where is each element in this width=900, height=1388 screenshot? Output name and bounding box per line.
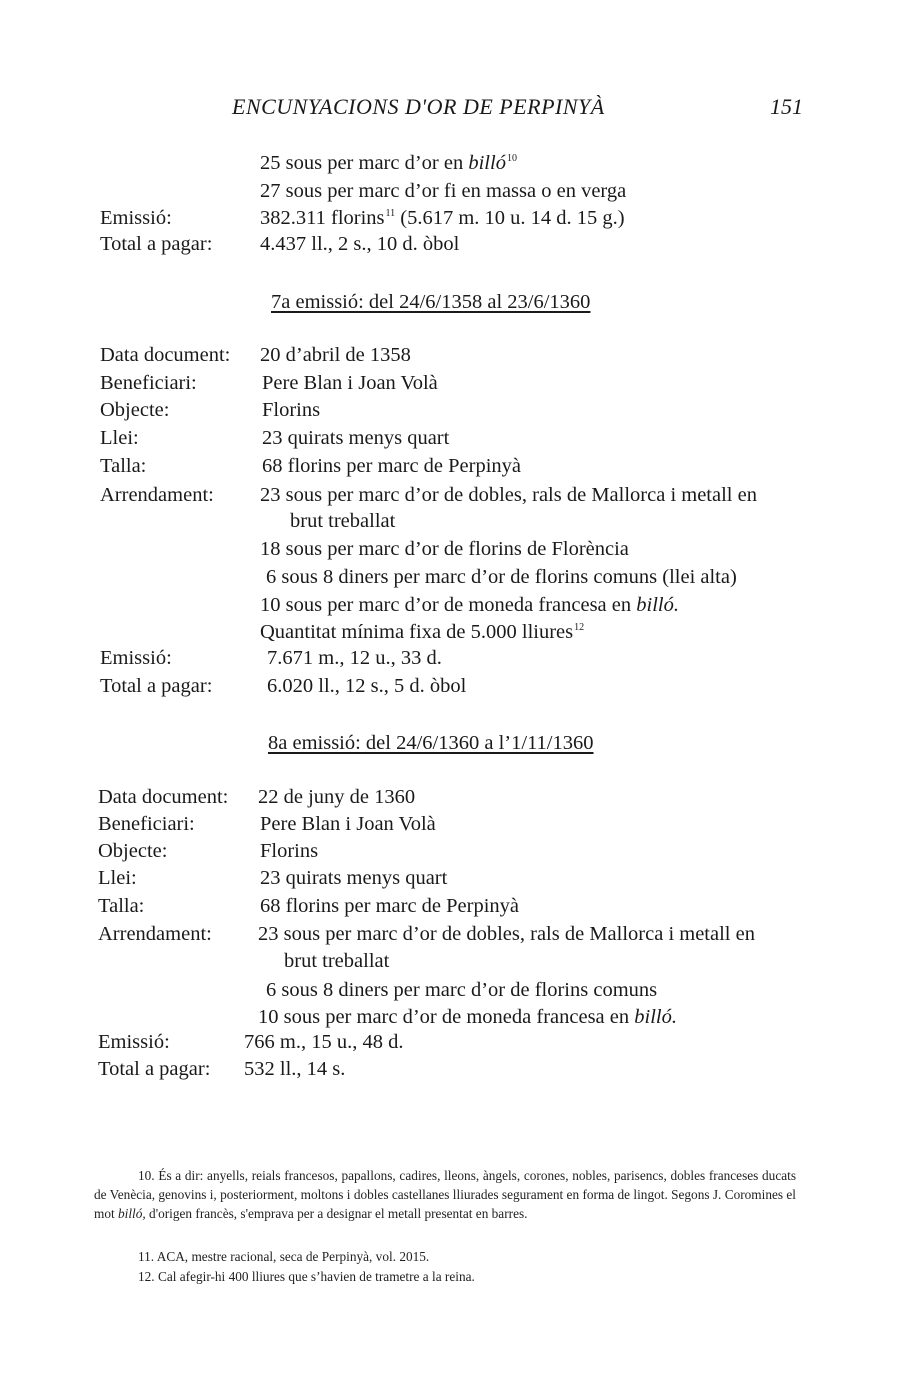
top-line-1: 25 sous per marc d’or en billó$^{10}$	[260, 152, 517, 174]
s8-total-label: Total a pagar:	[98, 1058, 211, 1080]
s7-arr-line-2: brut treballat	[290, 510, 396, 532]
footnote-12: 12. Cal afegir-hi 400 lliures que s’havien de trametre a la reina.	[138, 1269, 475, 1284]
s8-llei-value: 23 quirats menys quart	[260, 867, 448, 889]
s8-talla-label: Talla:	[98, 895, 145, 917]
s8-arrendament-label: Arrendament:	[98, 923, 212, 945]
footnote-ref-11[interactable]: 11	[385, 208, 396, 220]
page-number: 151	[770, 94, 803, 119]
running-header-title: ENCUNYACIONS D'OR DE PERPINYÀ	[232, 94, 605, 119]
s7-total-value: 6.020 ll., 12 s., 5 d. òbol	[267, 675, 467, 697]
s7-arr-line-1: 23 sous per marc d’or de dobles, rals de Mallorca i metall en	[260, 484, 757, 506]
s8-arr-line-3: 6 sous 8 diners per marc d’or de florins comuns	[266, 979, 658, 1001]
s7-talla-label: Talla:	[100, 455, 147, 477]
section-7-heading: 7a emissió: del 24/6/1358 al 23/6/1360	[271, 291, 591, 313]
emissio-value: 382.311 florins$^{11}$ (5.617 m. 10 u. 14 d. 15 g.)	[260, 207, 625, 229]
s7-objecte-label: Objecte:	[100, 399, 170, 421]
s7-objecte-value: Florins	[262, 399, 321, 421]
s7-arr-line-5: 10 sous per marc d’or de moneda francesa en billó.	[260, 594, 679, 616]
s7-total-label: Total a pagar:	[100, 675, 213, 697]
s7-arrendament-label: Arrendament:	[100, 484, 214, 506]
s8-arr-line-4: 10 sous per marc d’or de moneda francesa en billó.	[258, 1006, 677, 1028]
s8-llei-label: Llei:	[98, 867, 137, 889]
s7-talla-value: 68 florins per marc de Perpinyà	[262, 455, 522, 477]
s8-objecte-value: Florins	[260, 840, 319, 862]
top-line-2: 27 sous per marc d’or fi en massa o en verga	[260, 180, 627, 202]
total-value: 4.437 ll., 2 s., 10 d. òbol	[260, 233, 460, 255]
s7-beneficiari-value: Pere Blan i Joan Volà	[262, 372, 438, 394]
s7-arr-line-3: 18 sous per marc d’or de florins de Florència	[260, 538, 629, 560]
s8-objecte-label: Objecte:	[98, 840, 168, 862]
s7-data-value: 20 d’abril de 1358	[260, 344, 411, 366]
s7-arr-line-4: 6 sous 8 diners per marc d’or de florins comuns (llei alta)	[266, 566, 737, 588]
footnote-ref-10[interactable]: 10	[506, 153, 517, 165]
s8-talla-value: 68 florins per marc de Perpinyà	[260, 895, 520, 917]
s8-beneficiari-value: Pere Blan i Joan Volà	[260, 813, 436, 835]
s8-data-label: Data document:	[98, 786, 229, 808]
s7-data-label: Data document:	[100, 344, 231, 366]
s7-emissio-value: 7.671 m., 12 u., 33 d.	[267, 647, 442, 669]
s7-llei-value: 23 quirats menys quart	[262, 427, 450, 449]
s7-arr-line-6: Quantitat mínima fixa de 5.000 lliures$^{12}$	[260, 621, 585, 643]
s7-llei-label: Llei:	[100, 427, 139, 449]
s7-emissio-label: Emissió:	[100, 647, 172, 669]
s8-data-value: 22 de juny de 1360	[258, 786, 416, 808]
footnote-11: 11. ACA, mestre racional, seca de Perpinyà, vol. 2015.	[138, 1249, 430, 1264]
total-label: Total a pagar:	[100, 233, 213, 255]
s8-arr-line-1: 23 sous per marc d’or de dobles, rals de Mallorca i metall en	[258, 923, 755, 945]
section-8-heading: 8a emissió: del 24/6/1360 a l’1/11/1360	[268, 732, 594, 754]
s7-beneficiari-label: Beneficiari:	[100, 372, 197, 394]
s8-beneficiari-label: Beneficiari:	[98, 813, 195, 835]
s8-arr-line-2: brut treballat	[284, 950, 390, 972]
emissio-label: Emissió:	[100, 207, 172, 229]
s8-total-value: 532 ll., 14 s.	[244, 1058, 346, 1080]
s8-emissio-value: 766 m., 15 u., 48 d.	[244, 1031, 404, 1053]
footnote-10: 10. És a dir: anyells, reials francesos, papallons, cadires, lleons, àngels, corones, nobles, parisencs, dobles franceses ducats de Venècia, genovins i, posteriorment, moltons i dobles castellanes lliurades segurament en forma de lingot. Segons J. Coromines el mot billó, d'origen francès, s'emprava per a designar el metall presentat en barres.	[94, 1168, 796, 1221]
footnote-ref-12[interactable]: 12	[574, 622, 585, 634]
s8-emissio-label: Emissió:	[98, 1031, 170, 1053]
